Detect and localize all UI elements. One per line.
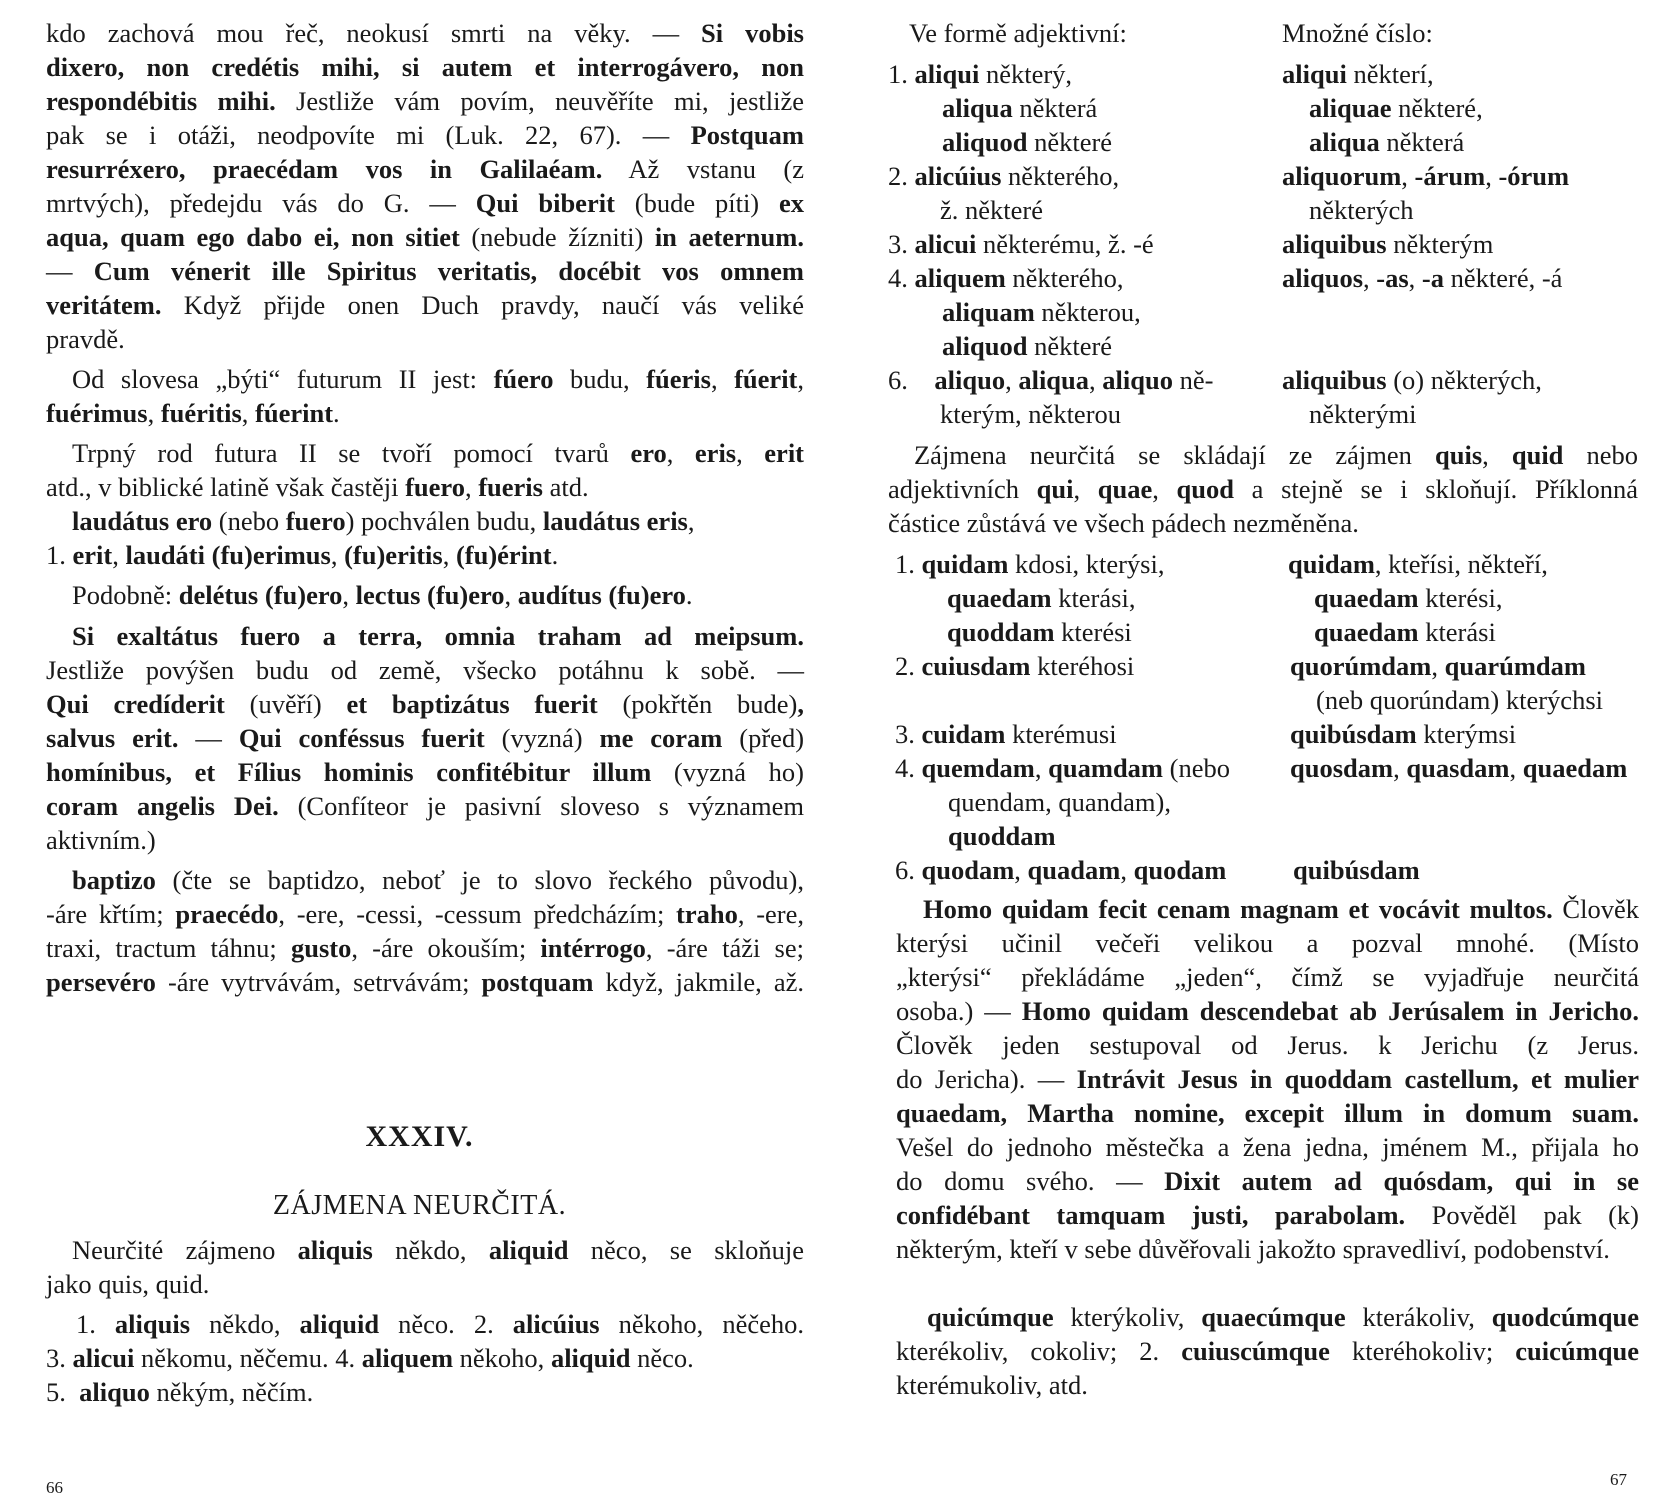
text-line: dixero, non credétis mihi, si autem et interrogávero, non <box>46 52 804 82</box>
text-line: některým, kteří v sebe důvěřovali jakožto spravedliví, podobenství. <box>896 1234 1610 1264</box>
text-line: confidébant tamquam justi, parabolam. Pověděl pak (k) <box>896 1200 1639 1230</box>
text-line: quorúmdam, quarúmdam <box>1290 651 1586 681</box>
text-line: adjektivních qui, quae, quod a stejně se i skloňují. Příklonná <box>888 474 1638 504</box>
text-line: Ve formě adjektivní: <box>909 18 1127 48</box>
text-line: 3. alicui někomu, něčemu. 4. aliquem někoho, aliquid něco. <box>46 1343 694 1373</box>
text-line: částice zůstává ve všech pádech nezměněna. <box>888 508 1359 538</box>
text-line: aliquod některé <box>942 127 1113 157</box>
text-line: Trpný rod futura II se tvoří pomocí tvarů ero, eris, erit <box>72 438 805 468</box>
text-line: některých <box>1309 195 1414 225</box>
text-line: Podobně: delétus (fu)ero, lectus (fu)ero, audítus (fu)ero. <box>72 580 693 610</box>
text-line: 1. aliquis někdo, aliquid něco. 2. alicúius někoho, něčeho. <box>76 1309 804 1339</box>
text-line: kterékoliv, cokoliv; 2. cuiuscúmque kteréhokoliv; cuicúmque <box>896 1336 1639 1366</box>
text-line: Člověk jeden sestupoval od Jerus. k Jerichu (z Jerus. <box>896 1030 1639 1060</box>
text-line: 3. alicui některému, ž. -é <box>888 229 1154 259</box>
text-line: 2. alicúius některého, <box>888 161 1120 191</box>
text-line: 1. erit, laudáti (fu)erimus, (fu)eritis, (fu)érint. <box>46 540 559 570</box>
text-line: aliquibus některým <box>1282 229 1494 259</box>
text-line: quidam, kteřísi, někteří, <box>1288 549 1548 579</box>
text-line: Jestliže povýšen budu od země, všecko potáhnu k sobě. — <box>46 655 804 685</box>
text-line: quaedam kterási, <box>947 583 1136 613</box>
text-line: quaedam, Martha nomine, excepit illum in domum suam. <box>896 1098 1639 1128</box>
text-line: quosdam, quasdam, quaedam <box>1290 753 1628 783</box>
text-line: 4. aliquem některého, <box>888 263 1124 293</box>
text-line: 6. quodam, quadam, quodam <box>895 855 1227 885</box>
text-line: quoddam <box>948 821 1056 851</box>
text-line: 2. cuiusdam kteréhosi <box>895 651 1135 681</box>
text-line: fuérimus, fuéritis, fúerint. <box>46 398 340 428</box>
text-line: coram angelis Dei. (Confíteor je pasivní sloveso s významem <box>46 791 804 821</box>
text-line: Od slovesa „býti“ futurum II jest: fúero budu, fúeris, fúerit, <box>72 364 805 394</box>
text-line: do Jericha). — Intrávit Jesus in quoddam castellum, et mulier <box>896 1064 1639 1094</box>
text-line: quaedam kterási <box>1314 617 1496 647</box>
text-line: respondébitis mihi. Jestliže vám povím, neuvěříte mi, jestliže <box>46 86 804 116</box>
text-line: Qui credíderit (uvěří) et baptizátus fuerit (pokřtěn bude), <box>46 689 804 719</box>
text-line: — Cum vénerit ille Spiritus veritatis, docébit vos omnem <box>46 256 805 286</box>
text-line: quicúmque kterýkoliv, quaecúmque kterákoliv, quodcúmque <box>927 1302 1639 1332</box>
text-line: aliquam některou, <box>942 297 1141 327</box>
text-line: kterýsi učinil večeři velikou a pozval mnohé. (Místo <box>896 928 1639 958</box>
text-line: aktivním.) <box>46 825 156 855</box>
text-line: atd., v biblické latině však častěji fuero, fueris atd. <box>46 472 589 502</box>
text-line: 1. aliqui některý, <box>888 59 1073 89</box>
text-line: mrtvých), předejdu vás do G. — Qui biberit (bude píti) ex <box>46 188 805 218</box>
text-line: Vešel do jednoho městečka a žena jedna, jménem M., přijala ho <box>896 1132 1639 1162</box>
text-line: veritátem. Když přijde onen Duch pravdy, naučí vás veliké <box>46 290 804 320</box>
text-line: kdo zachová mou řeč, neokusí smrti na věky. — Si vobis <box>46 18 804 48</box>
text-line: persevéro -áre vytrvávám, setrvávám; postquam když, jakmile, až. <box>46 967 804 997</box>
text-line: 1. quidam kdosi, kterýsi, <box>895 549 1165 579</box>
text-line: „kterýsi“ překládáme „jeden“, čímž se vyjadřuje neurčitá <box>896 962 1639 992</box>
text-line: traxi, tractum táhnu; gusto, -áre okouším; intérrogo, -áre táži se; <box>46 933 804 963</box>
text-line: do domu svého. — Dixit autem ad quósdam, qui in se <box>896 1166 1639 1196</box>
chapter-numeral: XXXIV. <box>365 1120 474 1153</box>
text-line: baptizo (čte se baptidzo, neboť je to slovo řeckého původu), <box>72 865 804 895</box>
text-line: resurréxero, praecédam vos in Galilaéam. Až vstanu (z <box>46 154 804 184</box>
text-line: quibúsdam kterýmsi <box>1290 719 1517 749</box>
text-line: ž. některé <box>940 195 1043 225</box>
text-line: aliquorum, -árum, -órum <box>1282 161 1570 191</box>
text-line: quendam, quandam), <box>948 787 1171 817</box>
text-line: quibúsdam <box>1293 855 1420 885</box>
text-line: aliqui některí, <box>1282 59 1434 89</box>
text-line: Homo quidam fecit cenam magnam et vocávit multos. Člověk <box>923 894 1639 924</box>
text-line: pak se i otáži, neodpovíte mi (Luk. 22, 67). — Postquam <box>46 120 804 150</box>
text-line: některými <box>1309 399 1417 429</box>
text-line: aliquos, -as, -a některé, -á <box>1282 263 1563 293</box>
text-line: Množné číslo: <box>1282 18 1433 48</box>
text-line: 3. cuidam kterémusi <box>895 719 1117 749</box>
text-line: kterým, některou <box>940 399 1122 429</box>
chapter-title: ZÁJMENA NEURČITÁ. <box>272 1190 567 1221</box>
text-line: aliquae některé, <box>1309 93 1483 123</box>
right-page <box>839 0 1678 1500</box>
text-line: 4. quemdam, quamdam (nebo <box>895 753 1230 783</box>
text-line: kterémukoliv, atd. <box>896 1370 1088 1400</box>
text-line: Neurčité zájmeno aliquis někdo, aliquid něco, se skloňuje <box>72 1235 805 1265</box>
text-line: 5. aliquo někým, něčím. <box>46 1377 314 1407</box>
text-line: Si exaltátus fuero a terra, omnia traham ad meipsum. <box>72 621 804 651</box>
text-line: laudátus ero (nebo fuero) pochválen budu, laudátus eris, <box>72 506 695 536</box>
text-line: aliqua některá <box>1309 127 1465 157</box>
text-line: quoddam kterési <box>947 617 1132 647</box>
text-line: salvus erit. — Qui conféssus fuerit (vyzná) me coram (před) <box>46 723 805 753</box>
text-line: 6. aliquo, aliqua, aliquo ně- <box>888 365 1214 395</box>
text-line: aliquibus (o) některých, <box>1282 365 1542 395</box>
page-number: 67 <box>1610 1470 1627 1489</box>
text-line: (neb quorúndam) kterýchsi <box>1316 685 1603 715</box>
text-line: aliqua některá <box>942 93 1098 123</box>
text-line: aqua, quam ego dabo ei, non sitiet (nebude žízniti) in aeternum. <box>46 222 804 252</box>
text-line: aliquod některé <box>942 331 1113 361</box>
text-line: pravdě. <box>46 324 125 354</box>
text-line: jako quis, quid. <box>46 1269 210 1299</box>
text-line: Zájmena neurčitá se skládají ze zájmen quis, quid nebo <box>914 440 1639 470</box>
text-line: homínibus, et Fílius hominis confitébitur illum (vyzná ho) <box>46 757 804 787</box>
text-line: quaedam kterési, <box>1314 583 1503 613</box>
text-line: -áre křtím; praecédo, -ere, -cessi, -cessum předcházím; traho, -ere, <box>46 899 804 929</box>
text-line: osoba.) — Homo quidam descendebat ab Jerúsalem in Jericho. <box>896 996 1639 1026</box>
page-number: 66 <box>46 1478 63 1497</box>
